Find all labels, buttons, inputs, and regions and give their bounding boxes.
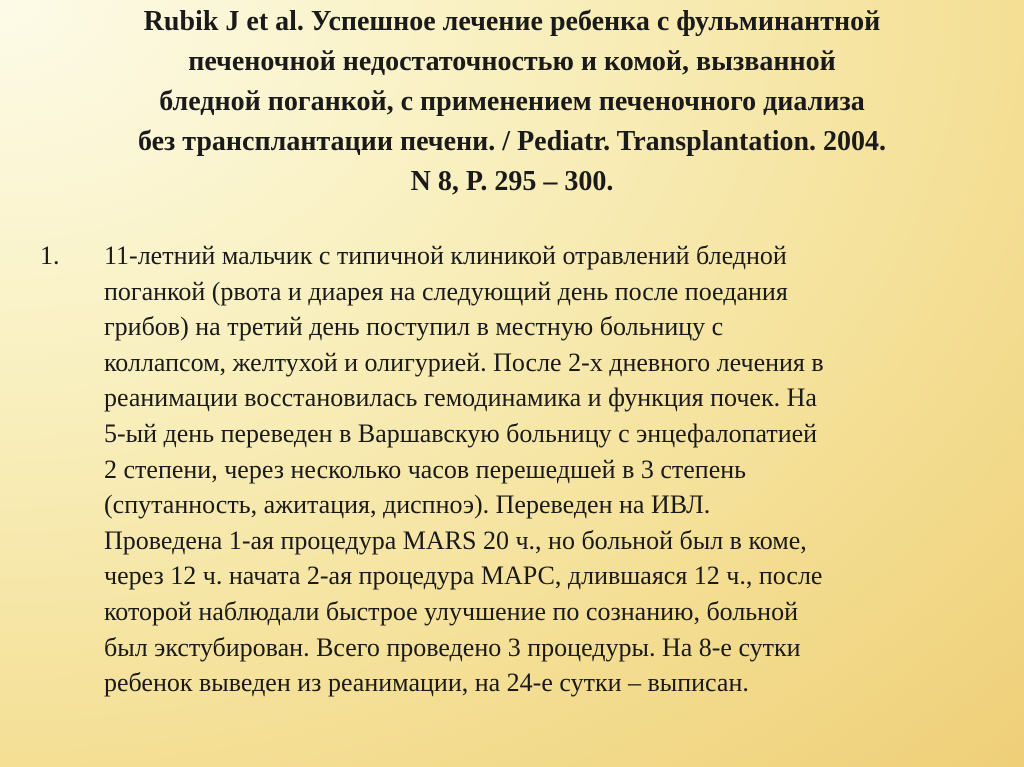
paragraph-line: ребенок выведен из реанимации, на 24-е сутки – выписан.: [104, 668, 749, 698]
title-line: печеночной недостаточностью и комой, вызванной: [188, 46, 836, 77]
list-item-number: 1.: [40, 241, 60, 270]
paragraph-line: которой наблюдали быстрое улучшение по сознанию, больной: [104, 596, 798, 626]
paragraph-line: реанимации восстановилась гемодинамика и функция почек. На: [104, 383, 817, 413]
paragraph-line: (спутанность, ажитация, диспноэ). Переведен на ИВЛ.: [104, 490, 711, 520]
paragraph-line: 5-ый день переведен в Варшавскую больницу с энцефалопатией: [104, 418, 818, 448]
title-line: N 8, P. 295 – 300.: [410, 166, 614, 197]
slide-title: [40, 2, 984, 202]
title-line: без трансплантации печени. / Pediatr. Transplantation. 2004.: [137, 126, 887, 157]
title-line: Rubik J et al. Успешное лечение ребенка с фульминантной: [143, 6, 881, 37]
paragraph-line: Проведена 1-ая процедура MARS 20 ч., но больной был в коме,: [104, 525, 807, 555]
paragraph-line: был экстубирован. Всего проведено 3 процедуры. На 8-е сутки: [104, 632, 801, 662]
paragraph-line: грибов) на третий день поступил в местную больницу с: [104, 312, 724, 342]
paragraph-line: через 12 ч. начата 2-ая процедура МАРС, длившаяся 12 ч., после: [104, 561, 823, 591]
paragraph-line: коллапсом, желтухой и олигурией. После 2-х дневного лечения в: [104, 347, 824, 377]
paragraph-line: 11-летний мальчик с типичной клиникой отравлений бледной: [104, 241, 787, 270]
paragraph-line: 2 степени, через несколько часов перешедшей в 3 степень: [104, 454, 747, 484]
paragraph-line: поганкой (рвота и диарея на следующий день после поедания: [104, 276, 788, 306]
list-item-text: [104, 238, 1004, 701]
title-line: бледной поганкой, с применением печеночного диализа: [159, 86, 865, 117]
